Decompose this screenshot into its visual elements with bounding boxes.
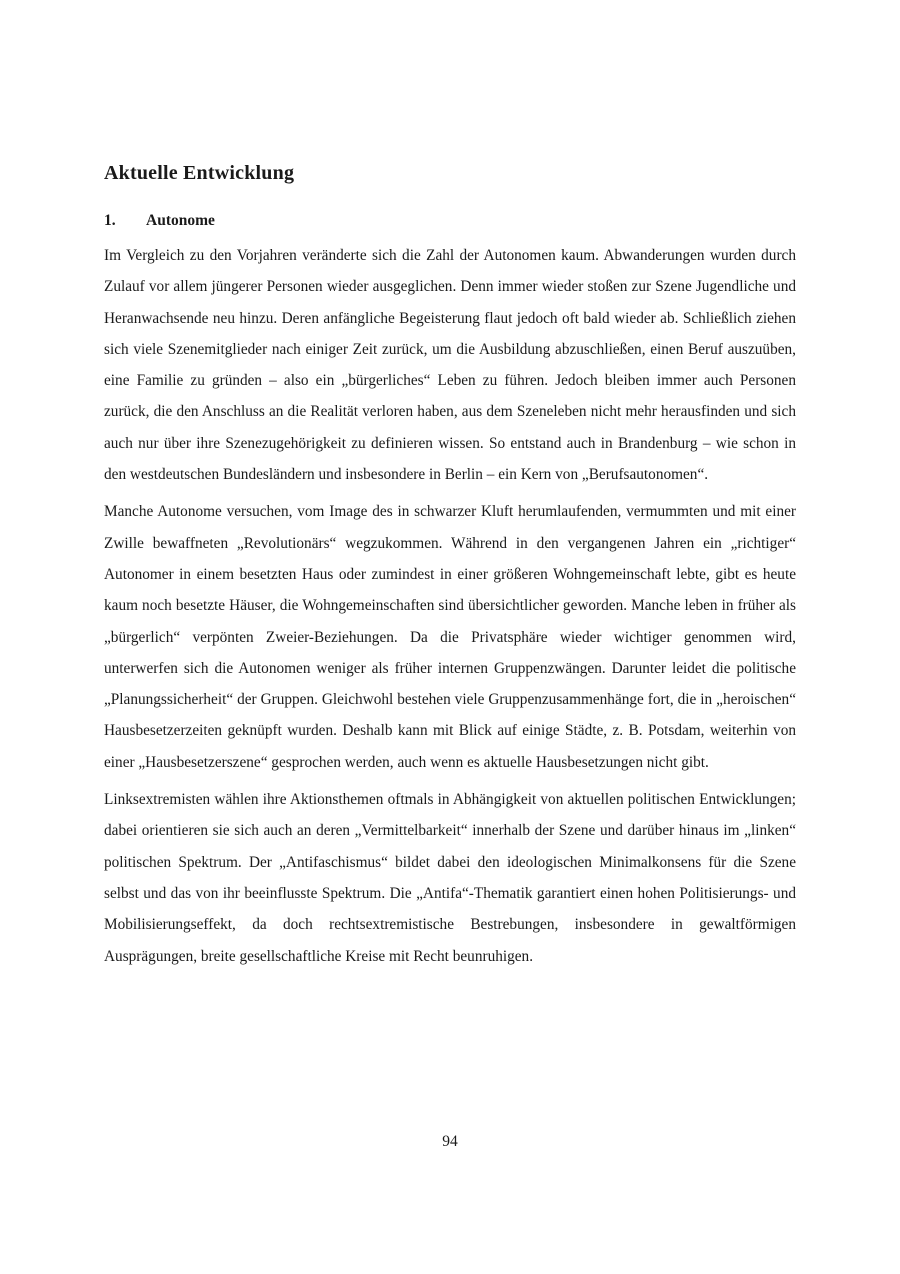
subsection-number: 1. [104, 212, 116, 229]
section-title: Aktuelle Entwicklung [104, 162, 295, 184]
paragraph-1: Im Vergleich zu den Vorjahren veränderte sich die Zahl der Autonomen kaum. Abwanderungen wurden durch Zulauf vor allem jüngerer Personen wieder ausgeglichen. Denn immer wieder stoßen zur Szene Jugendliche und Heranwachsende neu hinzu. Deren anfängliche Begeisterung flaut jedoch oft bald wieder ab. Schließlich ziehen sich viele Szenemitglieder nach einiger Zeit zurück, um die Ausbildung abzuschließen, einen Beruf auszuüben, eine Familie zu gründen – also ein „bürgerliches“ Leben zu führen. Jedoch bleiben immer auch Personen zurück, die den Anschluss an die Realität verloren haben, aus dem Szeneleben nicht mehr herausfinden und sich auch nur über ihre Szenezugehörigkeit zu definieren wissen. So entstand auch in Brandenburg – wie schon in den westdeutschen Bundesländern und insbesondere in Berlin – ein Kern von „Berufsautonomen“. [104, 247, 796, 484]
document-page [104, 150, 796, 972]
page-number: 94 [442, 1133, 458, 1150]
subsection-title: Autonome [146, 212, 215, 229]
paragraph-2: Manche Autonome versuchen, vom Image des in schwarzer Kluft herumlaufenden, vermummten und mit einer Zwille bewaffneten „Revolutionärs“ wegzukommen. Während in den vergangenen Jahren ein „richtiger“ Autonomer in einem besetzten Haus oder zumindest in einer größeren Wohngemeinschaft lebte, gibt es heute kaum noch besetzte Häuser, die Wohngemeinschaften sind übersichtlicher geworden. Manche leben in früher als „bürgerlich“ verpönten Zweier-Beziehungen. Da die Privatsphäre wieder wichtiger genommen wird, unterwerfen sich die Autonomen weniger als früher internen Gruppenzwängen. Darunter leidet die politische „Planungssicherheit“ der Gruppen. Gleichwohl bestehen viele Gruppenzusammenhänge fort, die in „heroischen“ Hausbesetzerzeiten geknüpft wurden. Deshalb kann mit Blick auf einige Städte, z. B. Potsdam, weiterhin von einer „Hausbesetzerszene“ gesprochen werden, auch wenn es aktuelle Hausbesetzungen nicht gibt. [104, 503, 796, 771]
subsection-heading [104, 210, 796, 232]
paragraph-3: Linksextremisten wählen ihre Aktionsthemen oftmals in Abhängigkeit von aktuellen politischen Entwicklungen; dabei orientieren sie sich auch an deren „Vermittelbarkeit“ innerhalb der Szene und darüber hinaus im „linken“ politischen Spektrum. Der „Antifaschismus“ bildet dabei den ideologischen Minimalkonsens für die Szene selbst und das von ihr beeinflusste Spektrum. Die „Antifa“-Thematik garantiert einen hohen Politisierungs- und Mobilisierungseffekt, da doch rechtsextremistische Bestrebungen, insbesondere in gewaltförmigen Ausprägungen, breite gesellschaftliche Kreise mit Recht beunruhigen. [104, 791, 796, 965]
